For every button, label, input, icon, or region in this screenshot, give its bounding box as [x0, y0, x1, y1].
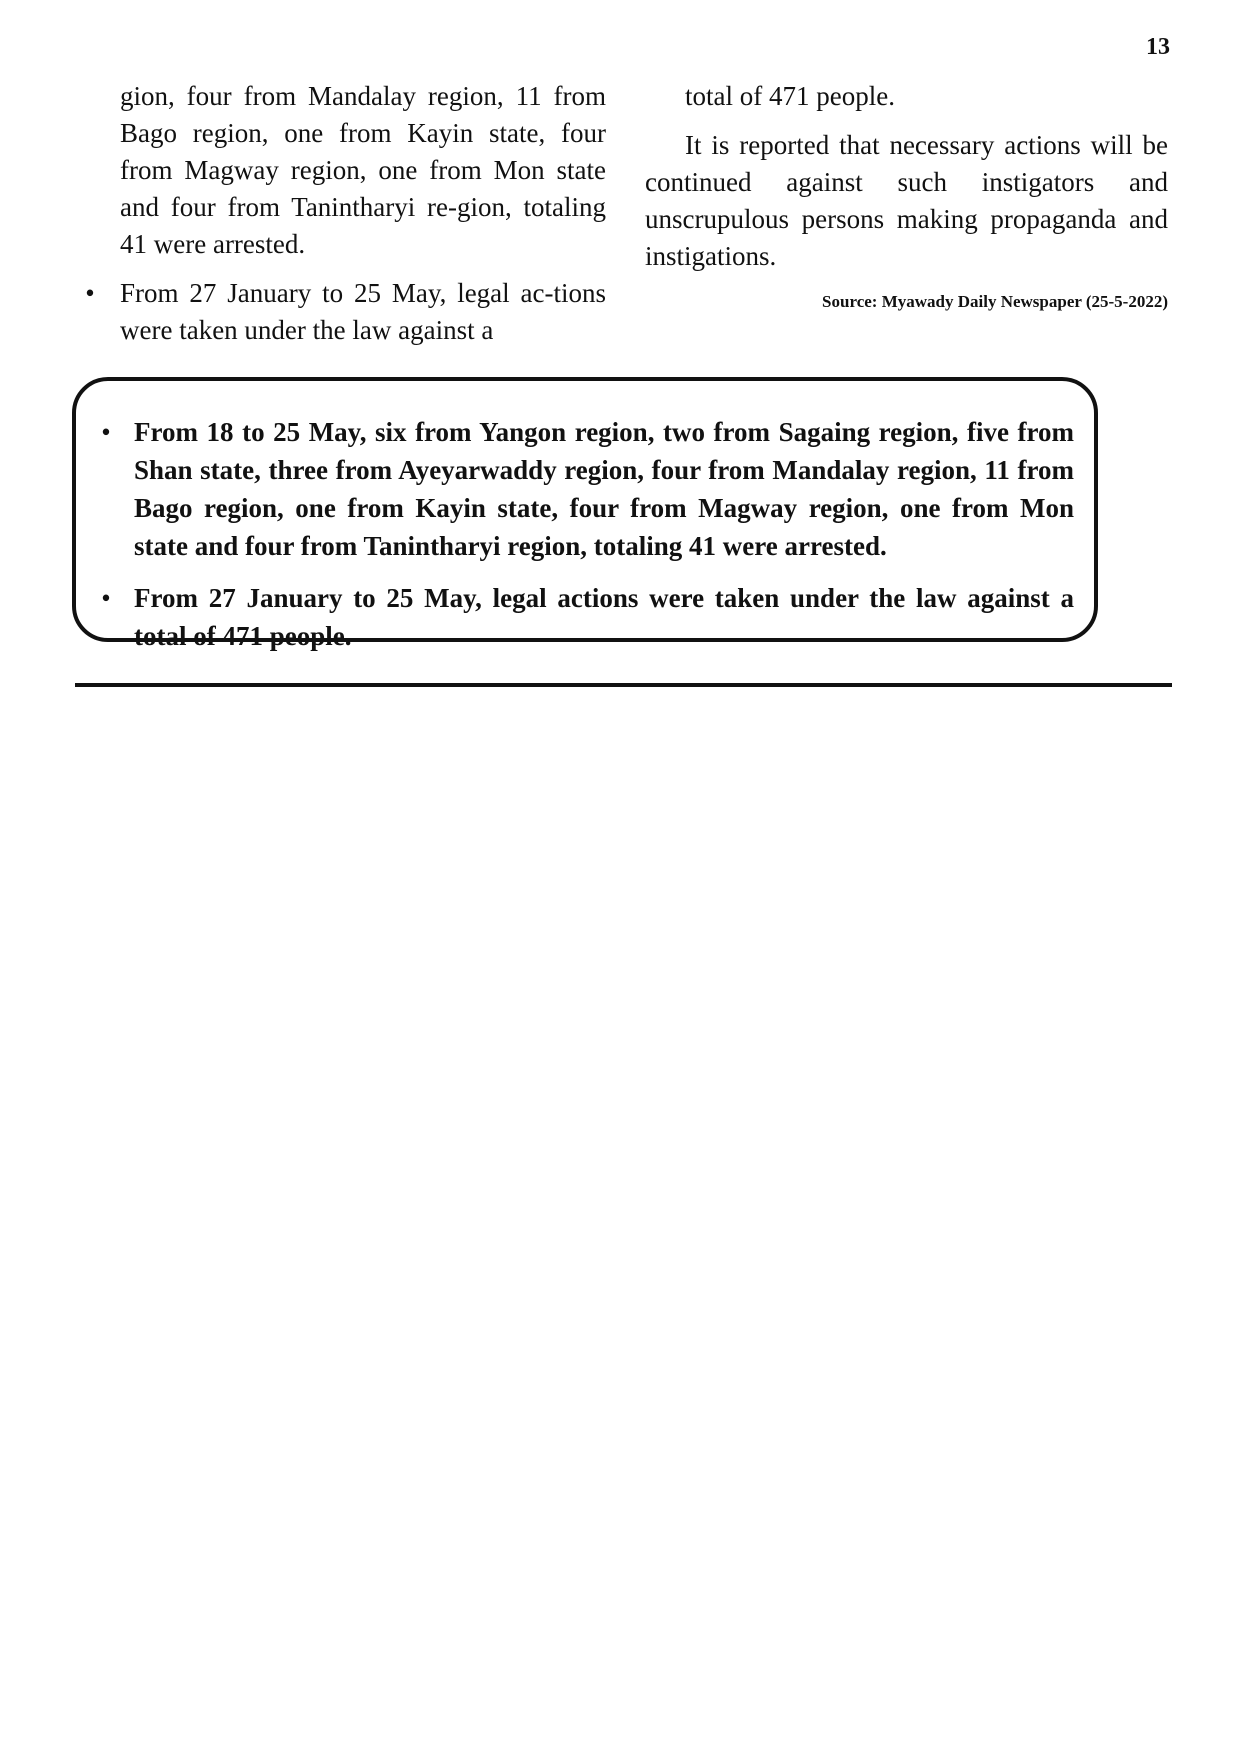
- page-number: 13: [1146, 34, 1170, 60]
- left-column-bullet-text: From 27 January to 25 May, legal ac-tions were taken under the law against a: [120, 278, 606, 345]
- left-column-continuation: gion, four from Mandalay region, 11 from Bago region, one from Kayin state, four from Magway region, one from Mon state and four from Tanintharyi re-gion, totaling 41 were arrested.: [120, 81, 606, 259]
- horizontal-divider: [75, 683, 1172, 687]
- right-column-paragraph: It is reported that necessary actions will be continued against such instigators and unscrupulous persons making propaganda and instigations.: [645, 130, 1168, 271]
- source-citation: Source: Myawady Daily Newspaper (25-5-2022): [822, 292, 1168, 311]
- left-column-bullet-item: [80, 275, 606, 349]
- bullet-icon: •: [101, 583, 111, 613]
- summary-box: [72, 377, 1098, 651]
- summary-bullet-item: [96, 413, 1074, 565]
- summary-bullet-item: [96, 579, 1074, 655]
- bullet-icon: •: [85, 278, 95, 308]
- left-column: [80, 78, 606, 349]
- summary-bullet-text: From 18 to 25 May, six from Yangon region, two from Sagaing region, five from Shan state, three from Ayeyarwaddy region, four from Mandalay region, 11 from Bago region, one from Kayin state, four from Magway region, one from Mon state and four from Tanintharyi region, totaling 41 were arrested.: [134, 417, 1074, 561]
- summary-bullet-text: From 27 January to 25 May, legal actions were taken under the law against a total of 471 people.: [134, 583, 1074, 651]
- right-column: [645, 78, 1168, 313]
- right-column-continuation: total of 471 people.: [685, 81, 895, 111]
- bullet-icon: •: [101, 417, 111, 447]
